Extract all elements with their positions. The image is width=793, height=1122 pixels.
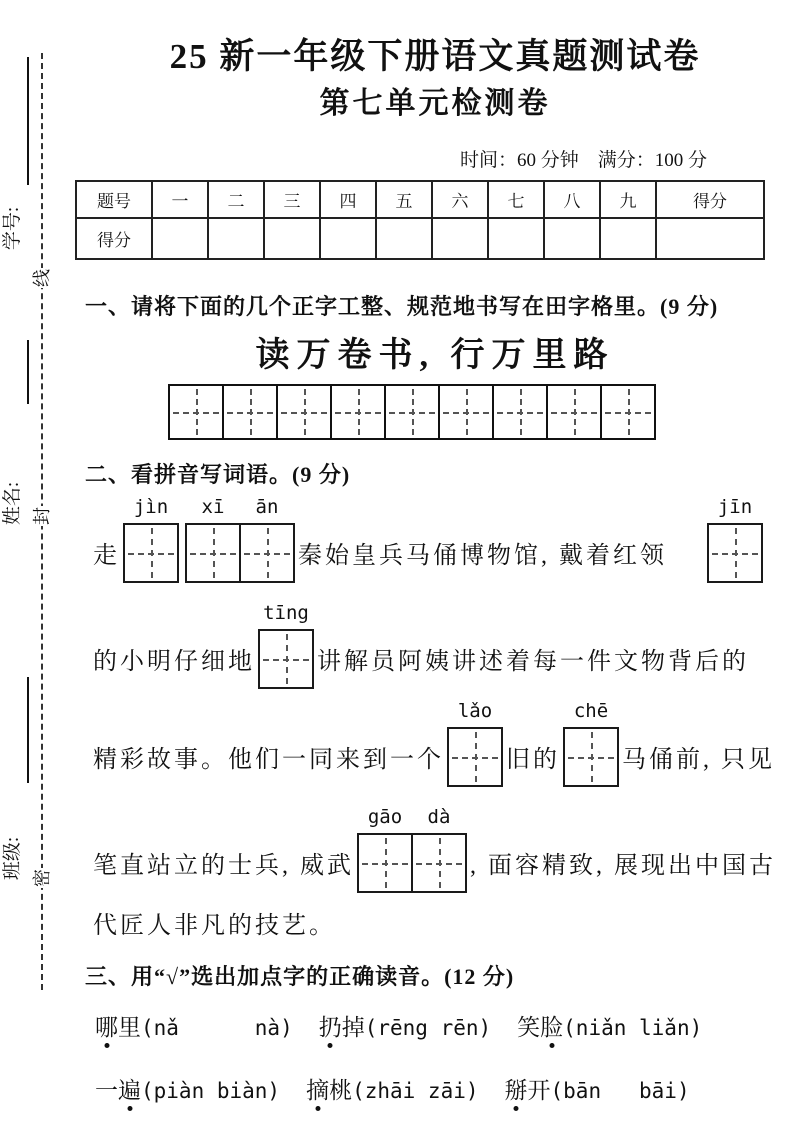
section1-heading: 一、请将下面的几个正字工整、规范地书写在田字格里。(9 分) [85, 293, 719, 319]
pinyin-jin1: jīn [717, 495, 753, 518]
pinyin-options: (zhāi zāi) [352, 1078, 479, 1103]
choice-item[interactable] [505, 1072, 690, 1105]
section3-heading: 三、用“√”选出加点字的正确读音。(12 分) [85, 963, 515, 989]
tianzige-cell[interactable] [492, 384, 548, 440]
pinyin-line-2 [93, 601, 785, 689]
seal-char-mi: 密 [25, 868, 57, 888]
class-label: 班级: [2, 836, 24, 881]
score-header-cell: 题号 [76, 181, 152, 218]
score-table-header-row [76, 181, 764, 218]
pinyin-options: (nǎ nà) [141, 1015, 293, 1040]
class-blank[interactable] [27, 677, 29, 783]
tianzige-cell[interactable] [384, 384, 440, 440]
answer-box-ting[interactable] [258, 601, 314, 689]
pinyin-da: dà [427, 805, 451, 828]
dotted-char: 哪 [95, 1009, 118, 1042]
plain-char: 桃 [329, 1077, 353, 1103]
score-row-label: 得分 [76, 218, 152, 259]
pinyin-options: (piàn biàn) [141, 1078, 281, 1103]
page-subtitle: 第七单元检测卷 [319, 86, 551, 120]
section2-heading: 二、看拼音写词语。(9 分) [85, 461, 351, 487]
tianzige-cell[interactable] [222, 384, 278, 440]
tianzige-cell[interactable] [276, 384, 332, 440]
plain-char: 笑 [517, 1014, 541, 1040]
name-blank[interactable] [27, 340, 29, 404]
choice-item[interactable] [517, 1009, 702, 1042]
name-label: 姓名: [2, 481, 24, 526]
score-entry-cell[interactable] [600, 218, 656, 259]
answer-box-xi[interactable] [185, 495, 241, 583]
score-header-cell: 六 [432, 181, 488, 218]
answer-box-pair-xian[interactable] [185, 495, 295, 583]
pinyin-options: (bān bāi) [550, 1078, 690, 1103]
plain-char: 里 [118, 1014, 141, 1040]
tianzige-cell[interactable] [168, 384, 224, 440]
tianzige-grid [168, 384, 785, 440]
score-header-cell: 八 [544, 181, 600, 218]
score-header-cell: 九 [600, 181, 656, 218]
student-id-blank[interactable] [27, 57, 29, 185]
answer-box-da[interactable] [411, 805, 467, 893]
line3-suffix: 马俑前, 只见 [622, 747, 775, 773]
dotted-char: 遍 [118, 1072, 141, 1105]
page-title: 25 新一年级下册语文真题测试卷 [169, 37, 701, 76]
pinyin-che: chē [573, 699, 609, 722]
pinyin-lao: lǎo [457, 699, 493, 722]
score-table-body-row [76, 218, 764, 259]
line4-prefix: 笔直站立的士兵, 威武 [93, 853, 354, 879]
score-header-cell: 四 [320, 181, 376, 218]
dotted-char: 掰 [505, 1072, 528, 1105]
line4-suffix: , 面容精致, 展现出中国古 [470, 853, 776, 879]
choice-item[interactable] [306, 1072, 478, 1105]
answer-box-pair-gaoda[interactable] [357, 805, 467, 893]
choice-item[interactable] [95, 1009, 293, 1042]
pinyin-gao: gāo [367, 805, 403, 828]
score-header-cell: 五 [376, 181, 432, 218]
plain-char: 开 [527, 1077, 551, 1103]
pinyin-ting: tīng [263, 601, 309, 624]
answer-box-gao[interactable] [357, 805, 413, 893]
main-content [85, 0, 785, 1105]
student-id-label: 学号: [2, 206, 24, 251]
time-score-info: 时间：60 分钟 满分：100 分 [459, 149, 707, 171]
line3-prefix: 精彩故事。他们一同来到一个 [93, 747, 444, 773]
copy-practice-text: 读万卷书, 行万里路 [255, 336, 615, 374]
pronunciation-row-2 [95, 1072, 785, 1105]
answer-box-an[interactable] [239, 495, 295, 583]
pinyin-line-5: 代匠人非凡的技艺。 [93, 912, 336, 939]
score-header-cell: 七 [488, 181, 544, 218]
answer-box-che[interactable] [563, 699, 619, 787]
score-header-cell: 二 [208, 181, 264, 218]
pinyin-line-1 [93, 495, 785, 583]
dotted-char: 扔 [319, 1009, 342, 1042]
score-entry-cell[interactable] [264, 218, 320, 259]
tianzige-cell[interactable] [330, 384, 386, 440]
score-entry-cell[interactable] [376, 218, 432, 259]
pinyin-an: ān [255, 495, 279, 518]
line1-prefix: 走 [93, 543, 120, 569]
seal-char-line: 线 [25, 268, 57, 288]
score-entry-cell[interactable] [432, 218, 488, 259]
line3-middle: 旧的 [506, 747, 560, 773]
line1-middle: 秦始皇兵马俑博物馆, 戴着红领 [298, 543, 667, 569]
answer-box-jin1[interactable] [707, 495, 763, 583]
score-header-cell: 三 [264, 181, 320, 218]
pinyin-xi: xī [201, 495, 225, 518]
tianzige-cell[interactable] [546, 384, 602, 440]
pinyin-options: (niǎn liǎn) [563, 1015, 703, 1040]
line2-suffix: 讲解员阿姨讲述着每一件文物背后的 [317, 649, 749, 675]
score-entry-cell[interactable] [208, 218, 264, 259]
choice-item[interactable] [319, 1009, 491, 1042]
score-header-cell: 一 [152, 181, 208, 218]
dotted-char: 摘 [306, 1072, 329, 1105]
plain-char: 掉 [341, 1014, 365, 1040]
answer-box-jin4[interactable] [123, 495, 179, 583]
pinyin-jin4: jìn [133, 495, 169, 518]
pinyin-line-4 [93, 805, 785, 893]
pronunciation-row-1 [95, 1009, 785, 1042]
plain-char: 一 [95, 1077, 118, 1103]
score-table [75, 180, 765, 260]
score-entry-cell[interactable] [488, 218, 544, 259]
choice-item[interactable] [95, 1072, 280, 1105]
score-entry-cell[interactable] [544, 218, 600, 259]
dotted-char: 脸 [540, 1009, 563, 1042]
score-entry-cell[interactable] [152, 218, 208, 259]
tianzige-cell[interactable] [438, 384, 494, 440]
pinyin-line-3 [93, 699, 785, 787]
seal-char-feng: 封 [25, 506, 57, 526]
line2-prefix: 的小明仔细地 [93, 649, 255, 675]
score-header-cell: 得分 [656, 181, 764, 218]
score-entry-cell[interactable] [320, 218, 376, 259]
answer-box-lao[interactable] [447, 699, 503, 787]
score-entry-cell[interactable] [656, 218, 764, 259]
tianzige-cell[interactable] [600, 384, 656, 440]
pinyin-options: (rēng rēn) [364, 1015, 492, 1040]
